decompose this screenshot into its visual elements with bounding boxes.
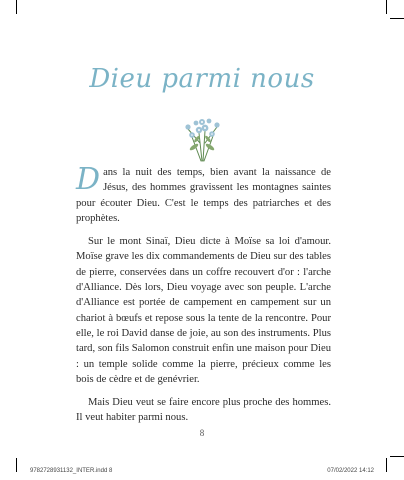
crop-mark-top-left — [16, 0, 17, 14]
drop-cap: D — [76, 162, 101, 197]
slug-file-name: 9782728931132_INTER.indd 8 — [30, 468, 113, 474]
flower-bouquet-icon — [172, 103, 232, 163]
crop-mark-bottom-left — [16, 458, 17, 472]
crop-mark-top-right — [386, 0, 387, 14]
crop-mark-bottom-right — [386, 458, 387, 472]
crop-mark-right-bottom — [390, 456, 404, 457]
body-text — [76, 162, 331, 434]
page-number: 8 — [199, 428, 205, 438]
page-title: Dieu parmi nous — [89, 64, 315, 94]
paragraph-2: Sur le mont Sinaï, Dieu dicte à Moïse sa loi d'amour. Moïse grave les dix commandements de Dieu sur des tables de pierre, conservées dans un coffre recouvert d'or : l'arche d'Alliance. Dès lors, Dieu voyage avec son peuple. L'arche d'Alliance est portée de campement en campement sur un chariot à bœufs et repose sous la tente de la rencontre. Pour elle, le roi David danse de joie, au son des instruments. Plus tard, son fils Salomon construit enfin une maison pour Dieu : un temple solide comme la pierre, précieux comme les bois de cèdre et de genévrier. — [76, 236, 331, 385]
paragraph-3: Mais Dieu veut se faire encore plus proche des hommes. Il veut habiter parmi nous. — [76, 397, 331, 424]
slug-timestamp: 07/02/2022 14:12 — [327, 468, 374, 474]
crop-mark-right-top — [390, 18, 404, 19]
paragraph-1 — [76, 162, 331, 226]
paragraph-1-text: ans la nuit des temps, bien avant la naissance de Jésus, des hommes gravissent les montagnes saintes pour écouter Dieu. C'est le temps des patriarches et des prophètes. — [76, 167, 331, 224]
